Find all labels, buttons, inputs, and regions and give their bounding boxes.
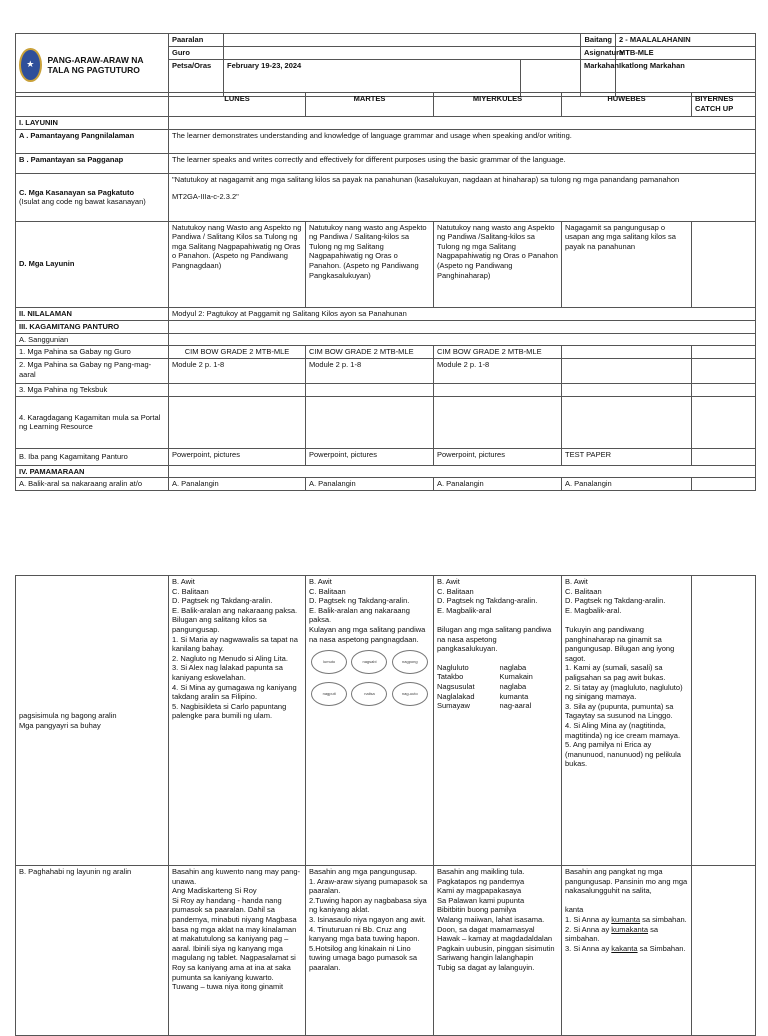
section-pamamaraan: IV. PAMAMARAAN [16,465,169,478]
markahan-label: Markahan [581,59,616,96]
kasanayan-label-cell [16,173,169,221]
guro-label: Guro [169,46,224,59]
iba-pang-kagamitan-lunes: Powerpoint, pictures [169,448,306,465]
baitang-label: Baitang [581,34,616,47]
balik-aral-miyerkules: A. Panalangin [434,478,562,491]
gabay-guro-miyerkules: CIM BOW GRADE 2 MTB-MLE [434,346,562,359]
pagsisimula-label: pagsisimula ng bagong aralin Mga pangyayri sa buhay [16,576,169,866]
day-header-biyernes: BIYERNES CATCH UP [692,93,756,117]
section-nilalaman: II. NILALAMAN [16,307,169,320]
activity-martes: B. Awit C. Balitaan D. Pagtsek ng Takdang-aralin. E. Balik-aralan ang nakaraang paksa. Kulayan ang mga salitang pandiwa na nasa aspetong pangnagdaan. [309,577,426,644]
gabay-mag-aaral-lunes: Module 2 p. 1-8 [169,359,306,384]
sentence-text: 2. Si Anna ay [565,924,612,934]
gabay-guro-biyernes [692,346,756,359]
layunin-miyerkules: Natutukoy nang wasto ang Aspekto ng Pandiwa /Salitang-kilos sa Tulong ng mga Salitang Nagpapahiwatig ng Oras o Panahon (Aspeto ng Pandiwang Panghinaharap) [434,221,562,307]
guro-value [224,46,581,59]
gabay-guro-martes: CIM BOW GRADE 2 MTB-MLE [306,346,434,359]
word-list [437,663,558,711]
gabay-guro-huwebes [562,346,692,359]
word-item: kumanta [499,691,529,701]
sentence-text: sa simbahan. [640,914,687,924]
baitang-value: 2 - MAALALAHANIN [616,34,756,47]
layunin-lunes: Natutukoy nang Wasto ang Aspekto ng Pandiwa / Salitang Kilos sa Tulong ng mga Salitang Nagpapahiwatig ng Oras o Panahon. (Aspeto ng Pandiwang Pangnagdaan) [169,221,306,307]
sentence-text: sa Simbahan. [637,943,686,953]
word-item: Tatakbo [437,672,464,682]
gabay-guro-lunes: CIM BOW GRADE 2 MTB-MLE [169,346,306,359]
gabay-mag-aaral-biyernes [692,359,756,384]
paghahabi-lunes: Basahin ang kuwento nang may pang-unawa. Ang Madiskarteng Si Roy Si Roy ay handang - handa nang pumasok sa paaralan. Dahil sa pandemya, minabuti niyang Magbasa basa ng mga aklat na may kinalaman at makatutulong sa kaniyang pag – aaral. Ibinili siya ng kanyang mga magulang ng tablet. Nagpasalamat si Roy sa kaniyang ama at ina at saka pumunta sa kaniyang kuwarto. Tuwang – tuwa niya itong ginamit [169,866,306,1036]
layunin-biyernes [692,221,756,307]
word-oval: nag-uuto [392,682,428,706]
pamantayan-pagganap-text: The learner speaks and writes correctly and effectively for different purposes using the basic grammar of the language. [169,153,756,173]
word-oval: nagputi [311,682,347,706]
balik-aral-label: A. Balik-aral sa nakaraang aralin at/o [16,478,169,491]
paghahabi-huwebes: Basahin ang pangkat ng mga pangungusap. Pansinin mo ang mga nakasalungguhit na salita, kanta [565,867,688,915]
word-oval: nagpong [392,650,428,674]
kasanayan-code: MT2GA-IIIa-c-2.3.2" [172,192,239,202]
day-header-lunes: LUNES [169,93,306,117]
word-oval: naiisa [351,682,387,706]
iba-pang-kagamitan-huwebes: TEST PAPER [562,448,692,465]
petsa-value: February 19-23, 2024 [224,59,521,96]
activity-miyerkules: B. Awit C. Balitaan D. Pagtsek ng Takdang-aralin. E. Magbalik-aral Bilugan ang mga salitang pandiwa na nasa aspetong pangkasalukuyan. [437,577,552,654]
paaralan-label: Paaralan [169,34,224,47]
markahan-value: Ikatlong Markahan [616,59,756,96]
gabay-mag-aaral-huwebes [562,359,692,384]
iba-pang-kagamitan-miyerkules: Powerpoint, pictures [434,448,562,465]
sentence-line [565,944,688,954]
petsa-label: Petsa/Oras [169,59,224,96]
header-title-cell [16,34,169,97]
activity-lunes: B. Awit C. Balitaan D. Pagtsek ng Takdang-aralin. E. Balik-aralan ang nakaraang paksa. Bilugan ang salitang kilos sa pangungusap. 1. Si Maria ay nagwawalis sa tapat na kanilang bahay. 2. Nagluto ng Menudo si Aling Lita. 3. Si Alex nag lalakad papunta sa kaniyang eskwelahan. 4. Si Mina ay gumagawa ng kaniyang takdang aralin sa Filipino. 5. Nagbisikleta si Carlo papuntang palengke para bumili ng ulam. [169,576,306,866]
sentence-text: 1. Si Anna ay [565,914,612,924]
asignatura-value: MTB-MLE [616,46,756,59]
word-item: naglaba [499,681,527,691]
word-oval: lumuto [311,650,347,674]
mga-layunin-label: D. Mga Layunin [16,221,169,307]
iba-pang-kagamitan-martes: Powerpoint, pictures [306,448,434,465]
day-header-huwebes: HUWEBES [562,93,692,117]
sentence-text: 3. Si Anna ay [565,943,612,953]
gabay-mag-aaral-label: 2. Mga Pahina sa Gabay ng Pang-mag-aaral [16,359,169,384]
day-header-martes: MARTES [306,93,434,117]
day-header-row [16,93,756,117]
gabay-mag-aaral-miyerkules: Module 2 p. 1-8 [434,359,562,384]
gabay-mag-aaral-martes: Module 2 p. 1-8 [306,359,434,384]
sanggunian-label: A. Sanggunian [16,333,169,346]
word-item: Naglalakad [437,691,475,701]
gabay-guro-label: 1. Mga Pahina sa Gabay ng Guro [16,346,169,359]
section-layunin: I. LAYUNIN [16,117,169,130]
underlined-verb: kumanta [611,914,641,924]
pamantayan-pagganap-label: B . Pamantayan sa Pagganap [16,153,169,173]
word-ovals [309,650,430,706]
day-header-miyerkules: MIYERKULES [434,93,562,117]
teksbuk-label: 3. Mga Pahina ng Teksbuk [16,384,169,397]
sentence-line [565,925,688,944]
underlined-verb: kumakanta [611,924,648,934]
word-item: Sumayaw [437,701,470,711]
paghahabi-miyerkules: Basahin ang maikling tula. Pagkatapos ng pandemya Kami ay magpapakasaya Sa Palawan kami pupunta Bibitbitin buong pamilya Walang maiiwan, lahat isasama. Doon, sa dagat mamamasyal Hawak – kamay at magdadaldalan Pagkain uubusin, pinggan sisimutin Sariwang hangin lalanghapin Tubig sa dagat ay lalanguyin. [434,866,562,1036]
lesson-plan-table-page1 [15,92,756,491]
paghahabi-huwebes-cell [562,866,692,1036]
balik-aral-biyernes [692,478,756,491]
kasanayan-text: "Natutukoy at nagagamit ang mga salitang kilos sa payak na panahunan (kasalukuyan, nagdaan at hinaharap) sa tulong ng mga panandang pamanahon [172,174,680,184]
section-kagamitan: III. KAGAMITANG PANTURO [16,320,169,333]
pamantayang-pangnilalaman-text: The learner demonstrates understanding and knowledge of language grammar and usage when speaking and/or writing. [169,129,756,153]
iba-pang-kagamitan-biyernes [692,448,756,465]
sentence-line [565,915,688,925]
deped-seal-icon: ★ [19,48,42,82]
word-oval: nagsabi [351,650,387,674]
iba-pang-kagamitan-label: B. Iba pang Kagamitang Panturo [16,448,169,465]
asignatura-label: Asignatura [581,46,616,59]
header-table [15,33,756,97]
word-item: naglaba [499,662,527,672]
form-title: PANG-ARAW-ARAW NA TALA NG PAGTUTURO [47,54,144,75]
balik-aral-huwebes: A. Panalangin [562,478,692,491]
activity-miyerkules-cell [434,576,562,866]
balik-aral-martes: A. Panalangin [306,478,434,491]
paghahabi-martes: Basahin ang mga pangungusap. 1. Araw-araw siyang pumapasok sa paaralan. 2.Tuwing hapon ay nagbabasa siya ng kaniyang aklat. 3. Isinasaulo niya ngayon ang awit. 4. Tinuturuan ni Bb. Cruz ang kanyang mga bata tuwing hapon. 5.Hotsilog ang kinakain ni Lino tuwing umaga bago pumasok sa paaralan. [306,866,434,1036]
layunin-martes: Natutukoy nang wasto ang Aspekto ng Pandiwa / Salitang-kilos sa Tulong ng mg Salitang Nagpapahiwatig ng Oras o Panahon. (Aspeto ng Pandiwang Pangkasalukuyan) [306,221,434,307]
pamantayang-pangnilalaman-label: A . Pamantayang Pangnilalaman [16,129,169,153]
paghahabi-label: B. Paghahabi ng layunin ng aralin [16,866,169,1036]
word-item: Kumakain [499,672,533,682]
word-item: Nagluluto [437,662,469,672]
balik-aral-lunes: A. Panalangin [169,478,306,491]
activity-huwebes: B. Awit C. Balitaan D. Pagtsek ng Takdang-aralin. E. Magbalik-aral. Tukuyin ang pandiwang panghinaharap na ginamit sa pangungusap. Bilugan ang iyong sagot. 1. Kami ay (sumali, sasali) sa paligsahan sa pag awit bukas. 2. Si tatay ay (magluluto, nagluluto) ng sinigang mamaya. 3. Sila ay (pupunta, pumunta) sa Tagaytay sa susunod na Linggo. 4. Si Aling Mina ay (nagtitinda, magtitinda) ng ice cream mamaya. 5. Ang pamilya ni Erica ay (manunuod, nanunuod) ng pelikula bukas. [562,576,692,866]
lesson-plan-table-page2 [15,575,756,1036]
word-item: Nagsusulat [437,681,475,691]
kasanayan-text-cell [169,173,756,221]
word-item: nag-aaral [499,701,532,711]
sentence-text: sa simbahan. [565,924,658,944]
kasanayan-sublabel: (Isulat ang code ng bawat kasanayan) [19,197,146,207]
underlined-verb: kakanta [611,943,638,953]
nilalaman-text: Modyul 2: Pagtukoy at Paggamit ng Salitang Kilos ayon sa Panahunan [169,307,756,320]
paaralan-value [224,34,581,47]
karagdagang-kagamitan-label: 4. Karagdagang Kagamitan mula sa Portal ng Learning Resource [16,396,169,448]
kasanayan-label: C. Mga Kasanayan sa Pagkatuto [19,187,135,197]
layunin-huwebes: Nagagamit sa pangungusap o usapan ang mga salitang kilos sa payak na panahunan [562,221,692,307]
activity-martes-cell [306,576,434,866]
